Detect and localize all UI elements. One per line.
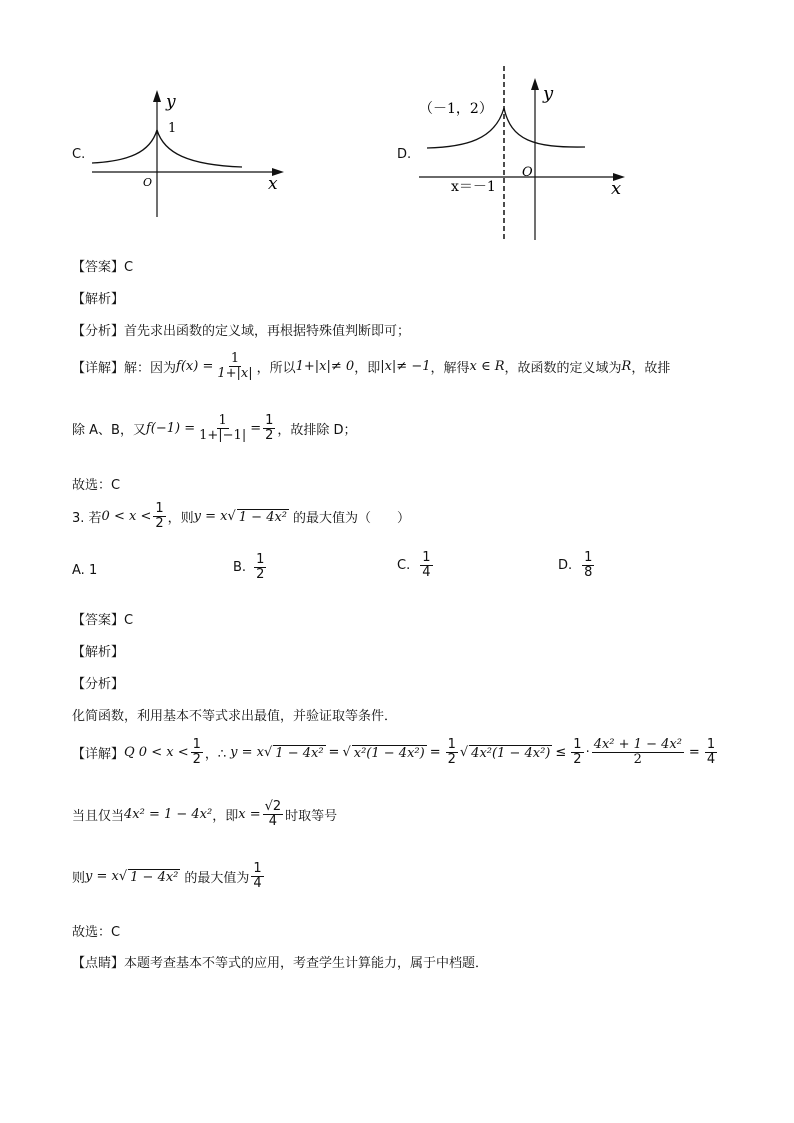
option-d[interactable] (558, 551, 596, 581)
eqcond-fraction (263, 800, 284, 830)
option-d-fraction (582, 551, 594, 581)
derivation-cond-fraction (191, 738, 203, 768)
max-y: y = x (85, 869, 119, 885)
option-b-fraction (254, 553, 266, 583)
graph-d (415, 62, 645, 247)
condition-3: x ∈ R (469, 359, 505, 375)
derivation-big-denominator: 2 (633, 752, 642, 768)
y-axis-arrow-icon (153, 90, 161, 102)
half-numerator: 1 (265, 413, 274, 428)
q3-answer-line (72, 609, 133, 628)
option-b-label: B. (233, 560, 247, 576)
sqrt-icon: √ (459, 745, 469, 761)
option-d-denominator: 8 (584, 565, 593, 581)
origin-label: O (522, 165, 533, 180)
text-jiede: ，解得 (430, 361, 470, 377)
sqrt-icon: √ (227, 509, 236, 525)
derivation-condition: Q 0 < x < (124, 745, 189, 761)
curve-right (504, 108, 585, 147)
domain-r: R (621, 359, 632, 375)
option-a-label: A. (72, 563, 85, 578)
comment-text: 本题考查基本不等式的应用，考查学生计算能力，属于中档题． (124, 956, 489, 971)
derivation-half-denominator: 2 (447, 752, 456, 768)
derivation-half-2-numerator: 1 (573, 737, 582, 752)
eqcond-denominator: 4 (268, 814, 278, 830)
stem-radicand: 1 − 4x² (238, 509, 288, 525)
derivation-result-denominator: 4 (706, 752, 716, 768)
text-domain: ，故函数的定义域为 (504, 361, 622, 377)
xiangjie-tag: 【详解】 (72, 747, 125, 763)
fraction-1-numerator: 1 (230, 351, 240, 366)
derivation-radicand-2: x²(1 − 4x²) (353, 745, 425, 761)
stem-function: y = x (193, 509, 228, 525)
x-axis-label: x (611, 178, 622, 199)
option-a[interactable] (72, 563, 97, 578)
option-c[interactable] (397, 551, 435, 581)
comment-tag: 【点睛】 (72, 956, 125, 971)
q3-comment (72, 952, 488, 971)
sqrt-icon: √ (342, 745, 351, 761)
derivation-y: y = x (230, 745, 264, 761)
line2-prefix: 除 A、B，又 (72, 423, 146, 439)
fraction-1-denominator: 1+|x| (217, 366, 253, 382)
q2-choose: 故选：C (72, 478, 121, 493)
q3-fenxi-text: 化简函数，利用基本不等式求出最值，并验证取等条件． (72, 709, 398, 724)
q3-stem (72, 502, 410, 532)
graph-c (88, 85, 298, 220)
answer-tag: 【答案】 (72, 613, 125, 628)
max-denominator: 4 (253, 876, 262, 892)
origin-label: O (143, 176, 153, 189)
derivation-cond-denominator: 2 (192, 752, 201, 768)
answer-tag: 【答案】 (72, 260, 125, 275)
stem-fraction-denominator: 2 (155, 516, 164, 532)
max-prefix: 则 (72, 871, 86, 887)
q2-xiangjie-line2 (72, 414, 357, 444)
eq-2: = (429, 745, 441, 761)
option-d-numerator: 1 (584, 550, 593, 565)
option-c-label: C. (72, 147, 86, 162)
condition-2: |x|≠ −1 (380, 359, 431, 375)
option-c-label: C. (397, 558, 411, 574)
derivation-half-2-denominator: 2 (573, 752, 582, 768)
stem-condition: 0 < x < (101, 509, 152, 525)
fenxi-text: 首先求出函数的定义域，再根据特殊值判断即可； (124, 324, 411, 339)
derivation-radicand-3: 4x²(1 − 4x²) (471, 745, 551, 761)
derivation-result-numerator: 1 (706, 737, 716, 752)
half-denominator: 2 (265, 428, 274, 444)
derivation-big-numerator: 4x² + 1 − 4x² (593, 737, 682, 752)
derivation-result (705, 738, 717, 768)
option-d-label: D. (397, 147, 412, 162)
option-c-numerator: 1 (422, 550, 431, 565)
line2-suffix: ，故排除 D； (277, 423, 357, 439)
option-b-denominator: 2 (256, 567, 265, 583)
max-mid: 的最大值为 (184, 871, 250, 887)
text-suoyi: ，所以 (256, 361, 296, 377)
dot-sign: · (585, 745, 590, 761)
y-axis-arrow-icon (531, 78, 539, 90)
therefore-symbol: ，∴ (204, 747, 227, 763)
eqcond-expression: 4x² = 1 − 4x² (124, 807, 213, 823)
x-axis-label: x (268, 174, 278, 194)
derivation-radicand-1: 1 − 4x² (275, 745, 324, 761)
sqrt-icon: √ (264, 745, 273, 761)
eqcond-suffix: 时取等号 (285, 809, 338, 825)
q3-analysis-tag: 【解析】 (72, 645, 125, 660)
answer-value: C (124, 260, 134, 275)
derivation-half-numerator: 1 (447, 737, 456, 752)
q3-derivation (72, 738, 719, 768)
option-a-value: 1 (88, 563, 98, 578)
max-radicand: 1 − 4x² (130, 869, 179, 885)
stem-prefix: 3. 若 (72, 511, 102, 527)
option-d-label: D. (558, 558, 573, 574)
q2-analysis-tag: 【解析】 (72, 292, 125, 307)
stem-suffix: 的最大值为（ ） (293, 511, 411, 527)
sqrt-icon: √ (118, 869, 128, 885)
eqcond-numerator: √2 (264, 799, 282, 814)
answer-value: C (124, 613, 134, 628)
eq-3: = (688, 745, 700, 761)
asymptote-label: x＝－1 (451, 179, 496, 195)
text-gupai: ，故排 (631, 361, 671, 377)
fraction-1 (215, 352, 254, 382)
eqcond-prefix: 当且仅当 (72, 809, 125, 825)
derivation-cond-numerator: 1 (192, 737, 201, 752)
text-ji: ，即 (354, 361, 381, 377)
q3-fenxi-tag: 【分析】 (72, 677, 125, 692)
condition-1: 1+|x|≠ 0 (295, 359, 355, 375)
eqcond-mid: ，即 (212, 809, 239, 825)
y-axis-label: y (166, 92, 176, 112)
max-fraction (251, 862, 263, 892)
option-b-numerator: 1 (256, 552, 265, 567)
option-b[interactable] (233, 553, 268, 583)
q2-fenxi-line (72, 320, 410, 339)
fenxi-tag: 【分析】 (72, 324, 125, 339)
max-numerator: 1 (253, 861, 262, 876)
option-c-fraction (420, 551, 432, 581)
xiangjie-tag: 【详解】 (72, 361, 125, 377)
le-sign: ≤ (555, 745, 567, 761)
eqcond-x: x = (238, 807, 261, 823)
derivation-half (446, 738, 458, 768)
stem-fraction (153, 502, 165, 532)
y-axis-label: y (543, 83, 554, 104)
half-fraction (263, 414, 275, 444)
f-neg1: f(−1) = (145, 421, 196, 437)
point-label: （－1，2） (419, 101, 493, 117)
option-c-denominator: 4 (422, 565, 431, 581)
fraction-2-denominator: 1+|−1| (199, 428, 247, 444)
q3-choose: 故选：C (72, 925, 121, 940)
fraction-2 (197, 414, 248, 444)
peak-label: 1 (168, 121, 177, 136)
stem-mid: ，则 (167, 511, 194, 527)
curve-left (92, 130, 157, 163)
stem-fraction-numerator: 1 (155, 501, 164, 516)
q3-max-value (72, 862, 266, 892)
derivation-half-2 (571, 738, 583, 768)
eq-1: = (328, 745, 340, 761)
f-of-x: f(x) = (176, 359, 214, 375)
q2-xiangjie-line1 (72, 352, 670, 382)
xiangjie-prefix: 解：因为 (124, 361, 177, 377)
derivation-big-fraction (592, 738, 684, 768)
q2-answer-line (72, 256, 133, 275)
equals: = (250, 421, 262, 437)
fraction-2-numerator: 1 (218, 413, 227, 428)
q3-equality-condition (72, 800, 337, 830)
